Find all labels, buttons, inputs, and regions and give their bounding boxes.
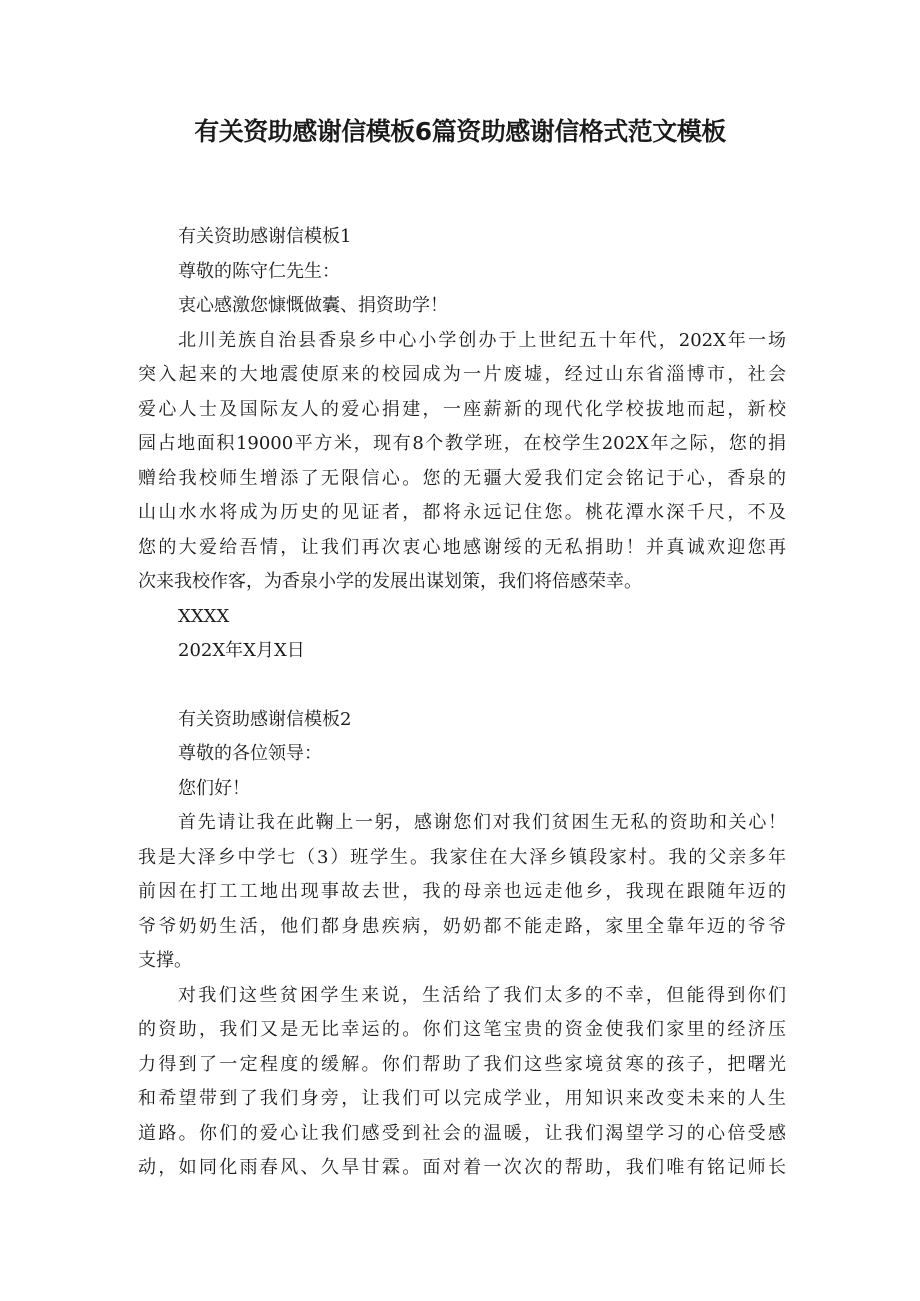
paragraph-line: 前因在打工工地出现事故去世，我的母亲也远走他乡，我现在跟随年迈的 bbox=[138, 881, 786, 902]
paragraph-line: 动，如同化雨春风、久旱甘霖。面对着一次次的帮助，我们唯有铭记师长 bbox=[138, 1157, 786, 1178]
letter-2-heading: 有关资助感谢信模板2 bbox=[178, 708, 352, 730]
letter-1-greeting: 衷心感激您慷慨做囊、捐资助学！ bbox=[178, 295, 448, 316]
paragraph-line: 爱心人士及国际友人的爱心捐建，一座薪新的现代化学校拔地而起，新校 bbox=[138, 398, 786, 420]
paragraph-line: 园占地面积19000平方米，现有8个教学班，在校学生202X年之际，您的捐 bbox=[138, 433, 786, 454]
letter-2-salutation: 尊敬的各位领导： bbox=[178, 743, 322, 764]
letter-1-heading: 有关资助感谢信模板1 bbox=[178, 226, 352, 247]
letter-2-greeting: 您们好！ bbox=[178, 777, 250, 799]
document-body bbox=[138, 220, 786, 1186]
paragraph-line: 道路。你们的爱心让我们感受到社会的温暖，让我们渴望学习的心倍受感 bbox=[138, 1122, 786, 1144]
paragraph-line: 对我们这些贫困学生来说，生活给了我们太多的不幸，但能得到你们 bbox=[178, 984, 786, 1006]
letter-2-paragraph-2 bbox=[138, 979, 786, 1186]
paragraph-line: 的资助，我们又是无比幸运的。你们这笔宝贵的资金使我们家里的经济压 bbox=[138, 1019, 786, 1040]
paragraph-line: 我是大泽乡中学七（3）班学生。我家住在大泽乡镇段家村。我的父亲多年 bbox=[138, 846, 786, 868]
paragraph-line: 次来我校作客，为香泉小学的发展出谋划策，我们将倍感荣幸。 bbox=[138, 571, 642, 592]
section-spacer bbox=[138, 669, 786, 703]
letter-1-paragraph bbox=[138, 324, 786, 600]
paragraph-line: 突入起来的大地震使原来的校园成为一片废墟，经过山东省淄博市，社会 bbox=[138, 364, 786, 385]
paragraph-line: 赠给我校师生增添了无限信心。您的无疆大爱我们定会铭记于心，香泉的 bbox=[138, 467, 786, 489]
paragraph-line: 您的大爱给吾情，让我们再次衷心地感谢绥的无私捐助！并真诚欢迎您再 bbox=[138, 536, 786, 558]
paragraph-line: 北川羌族自治县香泉乡中心小学创办于上世纪五十年代，202X年一场 bbox=[178, 329, 786, 351]
letter-1 bbox=[138, 220, 786, 669]
paragraph-line: 和希望带到了我们身旁，让我们可以完成学业，用知识来改变未来的人生 bbox=[138, 1088, 786, 1109]
paragraph-line: 爷爷奶奶生活，他们都身患疾病，奶奶都不能走路，家里全靠年迈的爷爷 bbox=[138, 915, 786, 937]
letter-2 bbox=[138, 703, 786, 1186]
paragraph-line: 山山水水将成为历史的见证者，都将永远记住您。桃花潭水深千尺，不及 bbox=[138, 502, 786, 523]
letter-1-salutation: 尊敬的陈守仁先生： bbox=[178, 260, 340, 282]
paragraph-line: 支撑。 bbox=[138, 950, 192, 971]
letter-2-paragraph-1 bbox=[138, 806, 786, 979]
paragraph-line: 力得到了一定程度的缓解。你们帮助了我们这些家境贫寒的孩子，把曙光 bbox=[138, 1053, 786, 1075]
letter-1-date: 202X年X月X日 bbox=[178, 640, 305, 661]
document-title: 有关资助感谢信模板6篇资助感谢信格式范文模板 bbox=[194, 117, 726, 146]
letter-1-signature: XXXX bbox=[178, 605, 230, 627]
paragraph-line: 首先请让我在此鞠上一躬，感谢您们对我们贫困生无私的资助和关心！ bbox=[178, 812, 786, 833]
